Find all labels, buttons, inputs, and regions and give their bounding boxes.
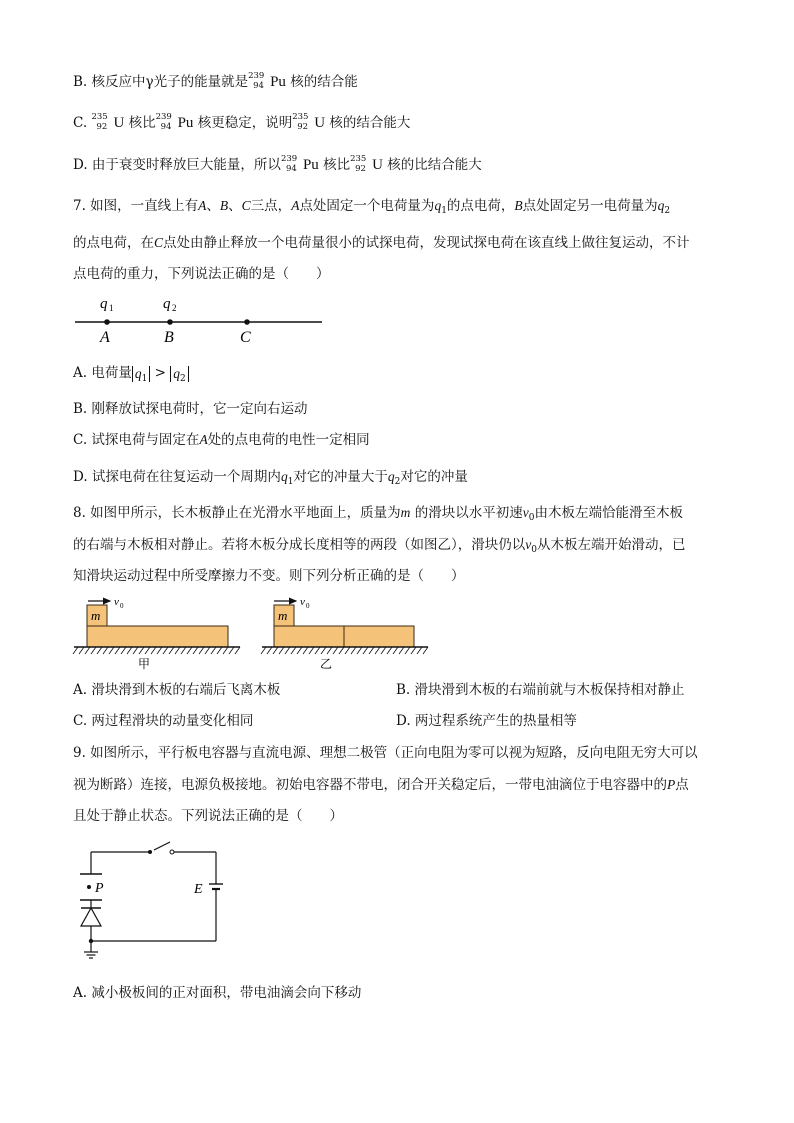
nuclide-u235: 235 92	[350, 154, 367, 174]
emf-e-label: E	[194, 882, 203, 897]
q7-option-b: B. 刚释放试探电荷时，它一定向右运动	[73, 401, 308, 417]
q8-stem-line3: 知滑块运动过程中所受摩擦力不变。则下列分析正确的是（ ）	[73, 568, 465, 584]
nuclide-pu239: 239 94	[248, 71, 265, 91]
switch-contact	[170, 850, 174, 854]
ground-node	[89, 939, 93, 943]
long-board-jia	[87, 626, 228, 647]
abs-q1: $q_1$	[132, 366, 150, 382]
q7-option-d: D. 试探电荷在往复运动一个周期内$q_1$对它的冲量大于$q_2$对它的冲量	[73, 469, 468, 487]
q6-option-c: C. 235 92 U 核比 239 94 Pu 核更稳定，说明 235 92 U 核的结合能大	[73, 112, 411, 132]
figure-jia	[73, 596, 240, 671]
q9-stem-line3: 且处于静止状态。下列说法正确的是（ ）	[73, 808, 343, 824]
q7-figure-line	[70, 290, 330, 350]
caption-yi: 乙	[320, 657, 333, 671]
nuclide-u235: 235 92	[292, 112, 309, 132]
velocity-label-yi: v	[300, 596, 305, 608]
oil-droplet-dot	[87, 885, 91, 889]
diode-triangle	[81, 908, 101, 926]
q8-option-a: A. 滑块滑到木板的右端后飞离木板	[73, 682, 281, 698]
switch-pivot	[148, 850, 152, 854]
label-c: C	[240, 329, 251, 346]
velocity-sub-jia: 0	[120, 602, 124, 610]
q8-stem-line2: 的右端与木板相对静止。若将木板分成长度相等的两段（如图乙），滑块仍以$v_0$从木板左端开始滑动，已	[73, 537, 686, 555]
q7-option-a: A. 电荷量 $q_1 > q_2$	[73, 363, 189, 383]
point-b-dot	[167, 319, 173, 325]
board-right-half	[344, 626, 414, 647]
nuclide-pu239: 239 94	[280, 154, 298, 174]
figure-yi	[261, 596, 428, 671]
block-label-jia: m	[91, 608, 101, 623]
block-label-yi: m	[278, 608, 288, 623]
q7-option-c: C. 试探电荷与固定在A处的点电荷的电性一定相同	[73, 432, 370, 448]
q9-stem-line1: 9. 如图所示，平行板电容器与直流电源、理想二极管（正向电阻为零可以视为短路，反向电阻无穷大可以	[73, 745, 698, 761]
q6-option-d: D. 由于衰变时释放巨大能量，所以 239 94 Pu 核比 235 92 U 核的比结合能大	[73, 154, 482, 174]
nuclide-u235: 235 92	[91, 112, 108, 132]
point-c-dot	[244, 319, 250, 325]
q9-option-a: A. 减小极板间的正对面积，带电油滴会向下移动	[73, 985, 362, 1001]
nuclide-pu239: 239 94	[155, 112, 172, 132]
point-p-label: P	[95, 881, 104, 896]
label-q2: q	[163, 296, 171, 312]
q7-stem-line3: 点电荷的重力，下列说法正确的是（ ）	[73, 266, 330, 282]
q7-stem-line1: 7. 如图，一直线上有A、B、C三点，A点处固定一个电荷量为$q_1$的点电荷，B点处固定另一电荷量为$q_2$	[73, 198, 671, 216]
ground-hatch-yi	[261, 647, 428, 654]
label-q1-sub: 1	[109, 303, 114, 313]
ground-hatch-jia	[73, 647, 240, 654]
q8-option-b: B. 滑块滑到木板的右端前就与木板保持相对静止	[396, 682, 685, 698]
q8-figure	[70, 590, 430, 672]
abs-q2: $q_2$	[170, 366, 188, 382]
velocity-sub-yi: 0	[306, 602, 310, 610]
q9-stem-line2: 视为断路）连接，电源负极接地。初始电容器不带电，闭合开关稳定后，一带电油滴位于电容器中的P点	[73, 777, 689, 793]
caption-jia: 甲	[138, 657, 151, 671]
q6-option-b: B. 核反应中γ光子的能量就是 239 94 Pu 核的结合能	[73, 71, 358, 91]
velocity-label-jia: v	[114, 596, 119, 608]
label-q2-sub: 2	[172, 303, 177, 313]
q9-circuit-figure	[70, 838, 230, 968]
point-a-dot	[104, 319, 110, 325]
label-q1: q	[100, 296, 108, 312]
label-a: A	[100, 329, 110, 346]
q8-option-d: D. 两过程系统产生的热量相等	[396, 713, 577, 729]
board-left-half	[274, 626, 344, 647]
switch-blade	[154, 842, 170, 850]
q8-option-c: C. 两过程滑块的动量变化相同	[73, 713, 254, 729]
q7-stem-line2: 的点电荷，在C点处由静止释放一个电荷量很小的试探电荷，发现试探电荷在该直线上做往复运动，不计	[73, 235, 690, 251]
label-b: B	[164, 329, 174, 346]
q8-stem-line1: 8. 如图甲所示，长木板静止在光滑水平地面上，质量为m 的滑块以水平初速$v_0$由木板左端恰能滑至木板	[73, 505, 683, 523]
